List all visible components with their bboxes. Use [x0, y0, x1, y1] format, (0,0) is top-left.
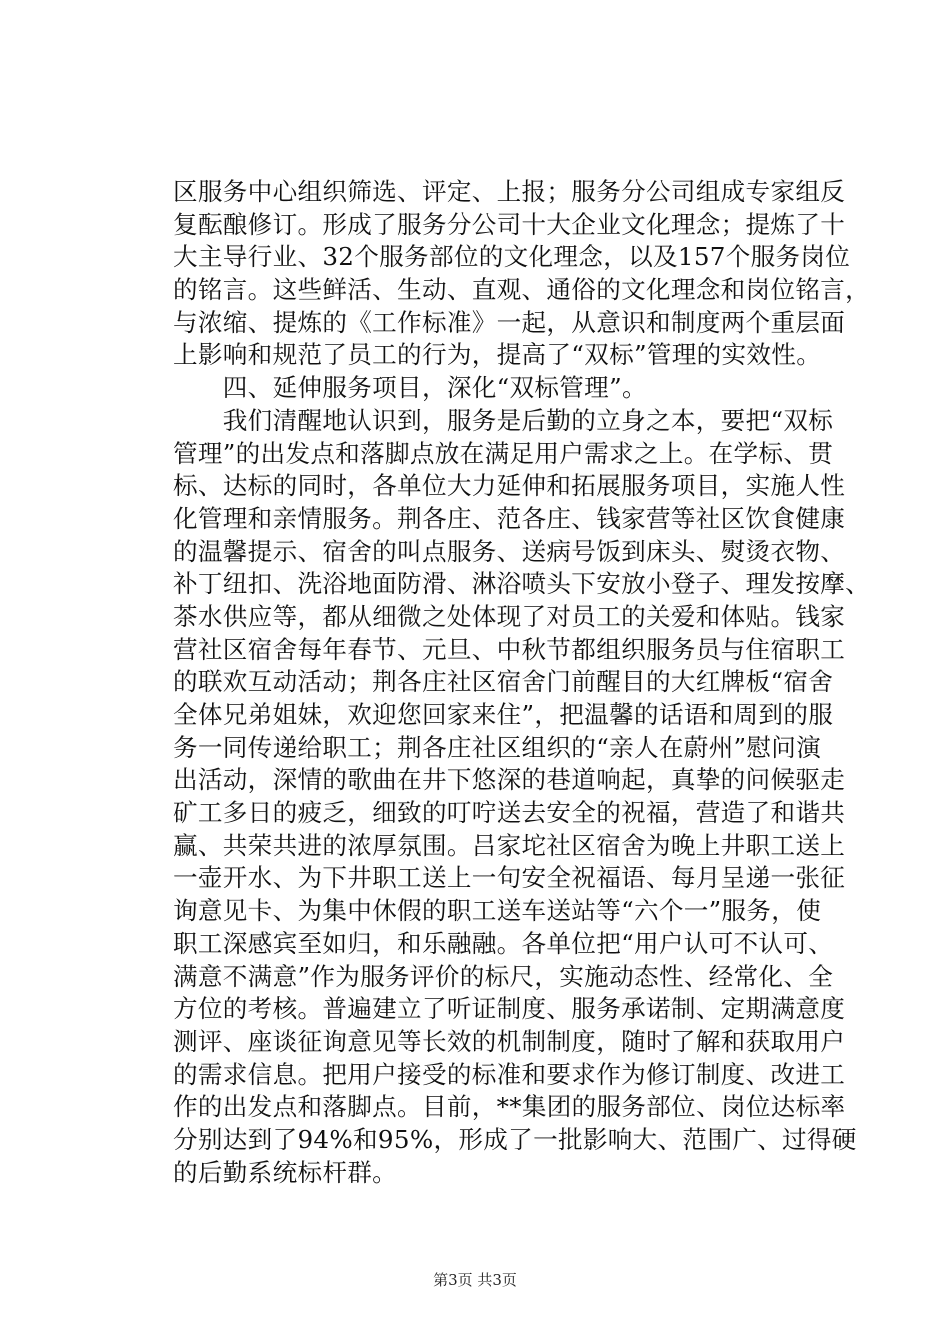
text-line: 的需求信息。把用户接受的标准和要求作为修订制度、改进工 [173, 1059, 846, 1089]
text-line: 全体兄弟姐妹，欢迎您回家来住”，把温馨的话语和周到的服 [173, 700, 834, 729]
text-line: 满意不满意”作为服务评价的标尺，实施动态性、经常化、全 [173, 961, 834, 991]
text-line: 的温馨提示、宿舍的叫点服务、送病号饭到床头、熨烫衣物、 [173, 536, 846, 566]
text-line: 复酝酿修订。形成了服务分公司十大企业文化理念；提炼了十 [173, 209, 846, 239]
text-line: 的联欢互动活动；荆各庄社区宿舍门前醒目的大红牌板“宿舍 [173, 667, 834, 697]
text-line: 一壶开水、为下井职工送上一句安全祝福语、每月呈递一张征 [173, 863, 846, 893]
body-text [173, 176, 873, 1189]
text-line: 作的出发点和落脚点。目前，**集团的服务部位、岗位达标率 [173, 1092, 846, 1122]
section-heading: 四、延伸服务项目，深化“双标管理”。 [173, 373, 647, 403]
text-line: 职工深感宾至如归，和乐融融。各单位把“用户认可不认可、 [173, 928, 834, 958]
page-number-footer: 第3页 共3页 [433, 1271, 517, 1289]
text-line: 与浓缩、提炼的《工作标准》一起，从意识和制度两个重层面 [173, 307, 846, 337]
text-line: 测评、座谈征询意见等长效的机制制度，随时了解和获取用户 [173, 1026, 846, 1056]
text-line: 大主导行业、32个服务部位的文化理念，以及157个服务岗位 [173, 242, 851, 272]
text-line: 补丁纽扣、洗浴地面防滑、淋浴喷头下安放小登子、理发按摩、 [173, 569, 871, 599]
text-line: 分别达到了94%和95%，形成了一批影响大、范围广、过得硬 [173, 1124, 857, 1154]
text-line: 茶水供应等，都从细微之处体现了对员工的关爱和体贴。钱家 [173, 601, 846, 631]
text-line: 的后勤系统标杆群。 [173, 1157, 398, 1187]
text-line: 矿工多日的疲乏，细致的叮咛送去安全的祝福，营造了和谐共 [173, 798, 846, 828]
text-line: 区服务中心组织筛选、评定、上报；服务分公司组成专家组反 [173, 177, 846, 206]
text-line: 务一同传递给职工；荆各庄社区组织的“亲人在蔚州”慰问演 [173, 732, 822, 762]
text-line: 出活动，深情的歌曲在井下悠深的巷道响起，真挚的问候驱走 [173, 765, 846, 795]
text-line: 化管理和亲情服务。荆各庄、范各庄、钱家营等社区饮食健康 [173, 503, 846, 533]
text-line: 询意见卡、为集中休假的职工送车送站等“六个一”服务，使 [173, 896, 822, 926]
text-line: 方位的考核。普遍建立了听证制度、服务承诺制、定期满意度 [173, 994, 846, 1024]
text-line: 上影响和规范了员工的行为，提高了“双标”管理的实效性。 [173, 340, 822, 370]
text-line: 的铭言。这些鲜活、生动、直观、通俗的文化理念和岗位铭言， [173, 275, 871, 305]
text-line: 营社区宿舍每年春节、元旦、中秋节都组织服务员与住宿职工 [173, 634, 846, 664]
text-line: 赢、共荣共进的浓厚氛围。吕家坨社区宿舍为晚上井职工送上 [173, 830, 846, 860]
text-line: 标、达标的同时，各单位大力延伸和拓展服务项目，实施人性 [173, 471, 846, 501]
text-line: 我们清醒地认识到，服务是后勤的立身之本，要把“双标 [173, 405, 834, 435]
text-line: 管理”的出发点和落脚点放在满足用户需求之上。在学标、贯 [173, 438, 834, 468]
